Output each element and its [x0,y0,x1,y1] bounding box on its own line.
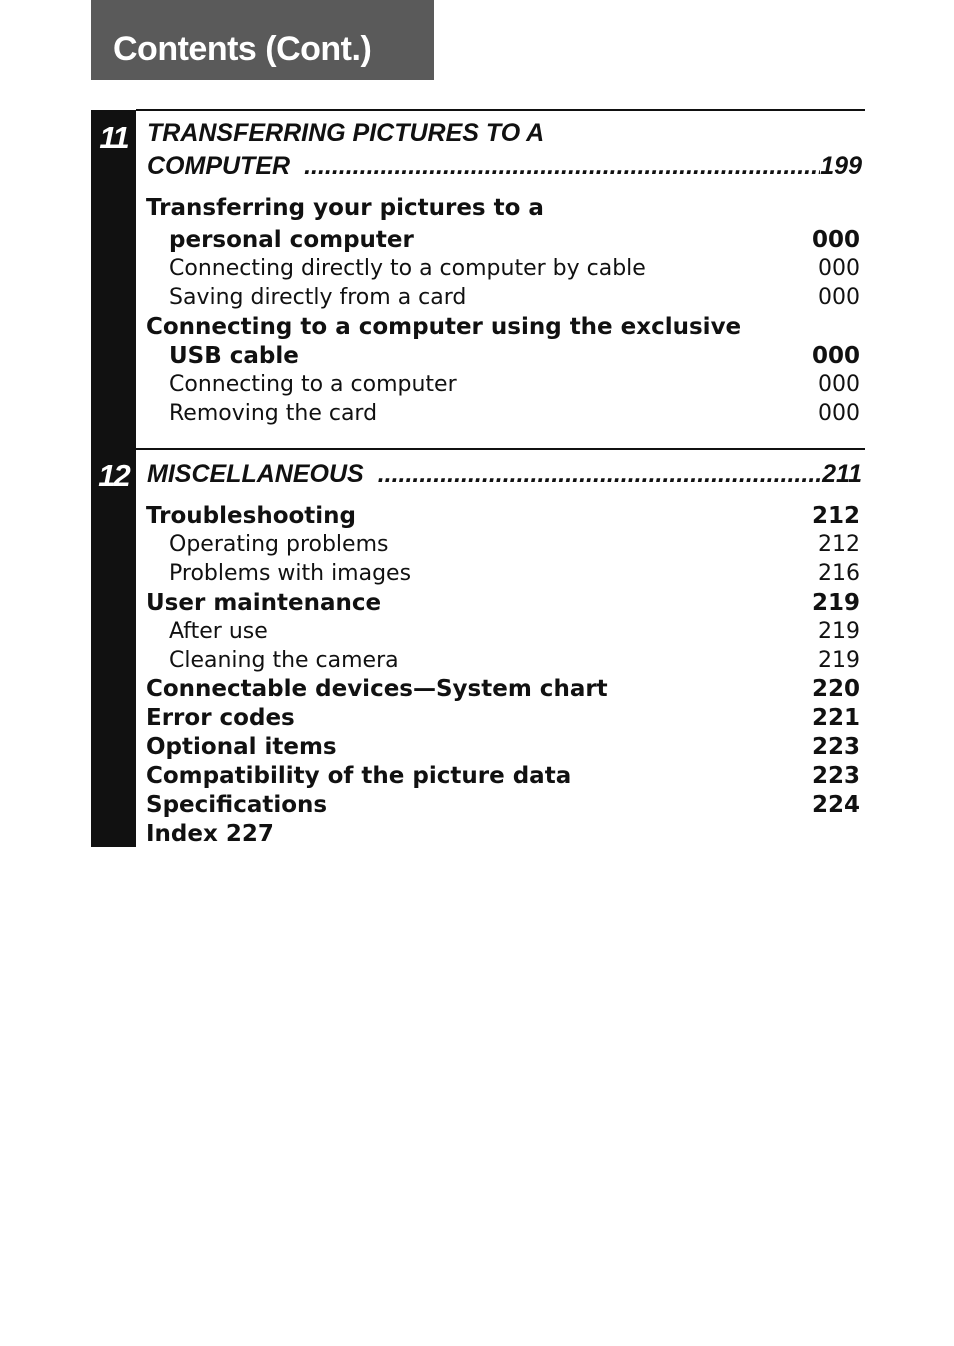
toc-entry-transferring-page: 000 [811,227,860,253]
toc-entry-problems-images[interactable]: Problems with images [169,561,412,586]
dot-leader [290,151,820,181]
toc-entry-usb-line1[interactable]: Connecting to a computer using the exclusive [146,314,742,340]
toc-entry-saving-card-page: 000 [818,285,860,310]
toc-entry-transferring-line2[interactable]: personal computer [169,227,414,253]
chapter-12-title: MISCELLANEOUS [147,460,364,488]
dot-leader [364,459,822,489]
toc-entry-connecting-computer-page: 000 [818,372,860,397]
toc-entry-problems-images-page: 216 [818,561,860,586]
chapter-number-11: 11 [99,120,128,155]
page-title: Contents (Cont.) [113,30,372,68]
toc-entry-connecting-computer[interactable]: Connecting to a computer [169,372,457,397]
chapter-11-title-row[interactable] [147,151,862,181]
toc-entry-operating-problems-page: 212 [818,532,860,557]
toc-entry-removing-card-page: 000 [818,401,860,426]
toc-entry-after-use[interactable]: After use [169,619,268,644]
toc-entry-error-codes[interactable]: Error codes [146,705,295,731]
toc-entry-saving-card[interactable]: Saving directly from a card [169,285,467,310]
toc-entry-specifications[interactable]: Specifications [146,792,328,818]
toc-entry-removing-card[interactable]: Removing the card [169,401,378,426]
toc-entry-optional-items-page: 223 [811,734,860,760]
toc-entry-cleaning-camera-page: 219 [818,648,860,673]
chapter-sidebar [91,110,136,847]
toc-entry-troubleshooting-page: 212 [811,503,860,529]
header-tab [91,0,434,80]
chapter-12-page: 211 [822,460,862,488]
toc-entry-index[interactable]: Index 227 [146,821,274,847]
toc-entry-usb-line2[interactable]: USB cable [169,343,299,369]
toc-entry-transferring-line1[interactable]: Transferring your pictures to a [146,195,544,221]
toc-entry-user-maintenance[interactable]: User maintenance [146,590,382,616]
chapter-11-rule [136,109,865,111]
chapter-11-title-line2: COMPUTER [147,152,291,180]
toc-entry-connectable-devices[interactable]: Connectable devices—System chart [146,676,608,702]
chapter-11-page: 199 [820,152,862,180]
toc-entry-cleaning-camera[interactable]: Cleaning the camera [169,648,399,673]
toc-entry-connecting-cable[interactable]: Connecting directly to a computer by cable [169,256,646,281]
toc-entry-operating-problems[interactable]: Operating problems [169,532,389,557]
toc-entry-user-maintenance-page: 219 [811,590,860,616]
toc-entry-specifications-page: 224 [811,792,860,818]
toc-entry-connectable-devices-page: 220 [811,676,860,702]
chapter-12-title-row[interactable] [147,459,862,489]
toc-entry-after-use-page: 219 [818,619,860,644]
toc-entry-error-codes-page: 221 [811,705,860,731]
toc-entry-compatibility-page: 223 [811,763,860,789]
toc-entry-connecting-cable-page: 000 [818,256,860,281]
toc-entry-usb-page: 000 [811,343,860,369]
toc-entry-compatibility[interactable]: Compatibility of the picture data [146,763,572,789]
toc-entry-troubleshooting[interactable]: Troubleshooting [146,503,357,529]
chapter-number-12: 12 [98,458,129,493]
chapter-12-rule [136,448,865,450]
toc-entry-optional-items[interactable]: Optional items [146,734,337,760]
chapter-11-title-line1: TRANSFERRING PICTURES TO A [147,119,545,147]
